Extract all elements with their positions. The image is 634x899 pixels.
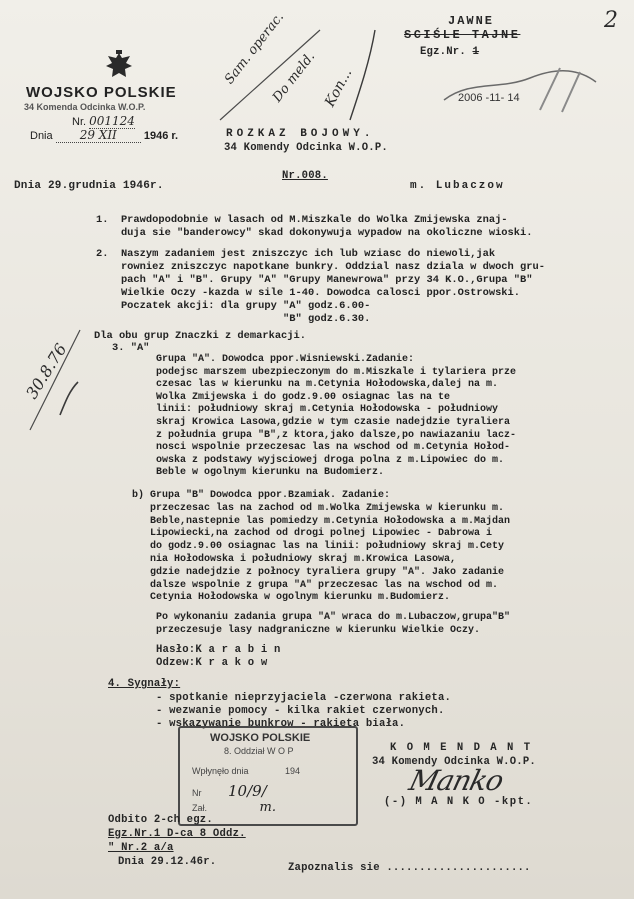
date-year: 1946 r. — [143, 130, 179, 142]
order-number: Nr.008. — [282, 170, 328, 182]
stamp-received-label: Wpłynęło dnia — [192, 766, 249, 776]
paragraph-3-label: 3. "A" — [112, 342, 150, 354]
classification-struck: SCIŚLE TAJNE — [404, 28, 521, 42]
letterhead-nr — [72, 114, 135, 128]
order-title: ROZKAZ BOJOWY. — [226, 128, 375, 140]
stamp-line-5 — [192, 800, 276, 815]
paragraph-1: 1. Prawdopodobnie w lasach od M.Miszkale do Wolka Zmijewska znaj- duja sie "banderowcy" skad dokonywuja wypadow na okoliczne wioski. — [96, 214, 533, 239]
archive-stamp-scribble — [440, 60, 600, 120]
order-unit: 34 Komendy Odcinka W.O.P. — [224, 142, 388, 154]
reply-label: Odzew: — [156, 657, 196, 669]
signals-heading: 4. Sygnały: — [108, 678, 181, 690]
paragraph-2: 2. Naszym zadaniem jest zniszczyc ich lub wziasc do niewoli,jak rowniez zniszczyc napotkane bunkry. Oddzial nasz dziala w dwoch gru- pach "A" i "B". Grupy "A" "Grupy Manewrowa" przy 34 K.O.,Grupa "B" Wielkie Oczy -kazda w sile 1-40. Dowodca calosci ppor.Ostrowski. Poczatek akcji: dla grupy "A" godz.6.00- "B" godz.6.30. — [96, 248, 545, 325]
footer-copy-1: Egz.Nr.1 D-ca 8 Oddz. — [108, 828, 246, 840]
stamp-nr-value: 10/9/ — [228, 782, 267, 800]
footer-date: Dnia 29.12.46r. — [118, 856, 217, 868]
dateline-date: Dnia 29.grudnia 1946r. — [14, 180, 164, 192]
reply-value: K r a k o w — [195, 657, 268, 669]
eagle-emblem-icon — [104, 50, 134, 82]
signature-script: Manko — [405, 764, 507, 797]
handwritten-note-3: Kon... — [322, 65, 356, 110]
handwritten-strokes — [210, 20, 380, 130]
letterhead-date — [30, 128, 178, 142]
paragraph-2-tail: Dla obu grup Znaczki z demarkacji. — [94, 330, 307, 342]
password-line — [156, 644, 281, 656]
stamp-line-4 — [192, 782, 267, 800]
nr-value: 001124 — [89, 114, 135, 128]
paragraph-3a: Grupa "A". Dowodca ppor.Wisniewski.Zadanie: podejsc marszem ubezpieczonym do m.Miszkale i tylariera prze czesac las w kierunku na m.Cetynia Hołodowska,dalej na m. Wolka Zmijewska i do godz.9.00 osiagnac las na te linii: południowy skraj m.Cetynia Hołodowska - południowy skraj Krowica Lasowa,gdzie w tym czasie nadejdzie tyraliera z południa grupa "B",z ktora,jako dalsze,po nawiazaniu lacz- nosci wspolnie przeczesac las na wschod od m.Cetynia Hołod- owska z podstawy wyjsciowej droga polna z m.Lipowiec do m. Beble w ogolnym kierunku na Budomierz. — [156, 354, 517, 479]
dateline-place: m. Lubaczow — [410, 180, 505, 192]
stamp-att-label: Zał. — [192, 803, 208, 813]
page-number: 2 — [604, 8, 618, 33]
password-value: K a r a b i n — [195, 644, 281, 656]
date-label: Dnia — [30, 130, 53, 142]
commander-unit: 34 Komendy Odcinka W.O.P. — [372, 756, 536, 768]
signal-item-2: - wezwanie pomocy - kilka rakiet czerwonych. — [156, 705, 445, 717]
copy-number-text: Egz.Nr. — [420, 46, 466, 58]
letterhead-org-name: WOJSKO POLSKIE — [26, 84, 177, 101]
signal-item-1: - spotkanie nieprzyjaciela -czerwona rakieta. — [156, 692, 452, 704]
stamp-line-1: WOJSKO POLSKIE — [210, 732, 311, 744]
commander-title: K O M E N D A N T — [390, 742, 533, 754]
paragraph-3c: Po wykonaniu zadania grupa "A" wraca do m.Lubaczow,grupa"B" przeczesuje lasy nadgraniczne w kierunku Wielkie Oczy. — [156, 612, 511, 636]
received-stamp — [178, 726, 358, 826]
footer-acknowledged: Zapoznalis sie ...................... — [288, 862, 531, 874]
copy-number-value: 1 — [472, 46, 480, 58]
letterhead-unit: 34 Komenda Odcinka W.O.P. — [24, 102, 146, 112]
stamp-received-year: 194 — [285, 766, 301, 776]
commander-name: (-) M A N K O -kpt. — [384, 796, 534, 808]
password-label: Hasło: — [156, 644, 196, 656]
copy-number-label — [420, 46, 479, 58]
margin-strokes — [20, 320, 90, 440]
date-value: 29 XII — [56, 128, 141, 143]
stamp-line-3 — [192, 766, 300, 776]
handwritten-note-1: Sam. operac. — [222, 9, 288, 88]
footer-copy-2: " Nr.2 a/a — [108, 842, 174, 854]
stamp-att-value: m. — [259, 800, 276, 815]
margin-note: 30.8.76 — [22, 340, 71, 403]
nr-label: Nr. — [72, 116, 87, 128]
archive-date-stamp: 2006 -11- 14 — [458, 92, 520, 104]
signal-item-3: - wskazywanie bunkrow - rakieta biała. — [156, 718, 406, 730]
reply-line — [156, 657, 267, 669]
stamp-line-2: 8. Oddział W O P — [224, 746, 294, 756]
paragraph-3b: b) Grupa "B" Dowodca ppor.Bzamiak. Zadanie: przeczesac las na zachod od m.Wolka Zmijewska w kierunku m. Beble,nastepnie las pomiedzy m.Cetynia Hołodowska a m.Majdan Lipowiecki,na zachod od drogi polnej Lipowiec - Dabrowa i do godz.9.00 osiagnac las na linii: południowy skraj m.Cety nia Hołodowska i południowy skraj m.Krowica Lasowa, gdzie nadejdzie z połnocy tyraliera grupy "A". Jako zadanie dalsze wspolnie z grupa "A" przeczesac las na wschod od m. Cetynia Hołodowska w ogolnym kierunku m.Budomierz. — [132, 490, 511, 604]
stamp-nr-label: Nr — [192, 788, 202, 798]
footer-copies: Odbito 2-ch egz. — [108, 814, 213, 826]
handwritten-note-2: Do meld. — [270, 49, 319, 106]
classification-jawne: JAWNE — [448, 14, 495, 28]
